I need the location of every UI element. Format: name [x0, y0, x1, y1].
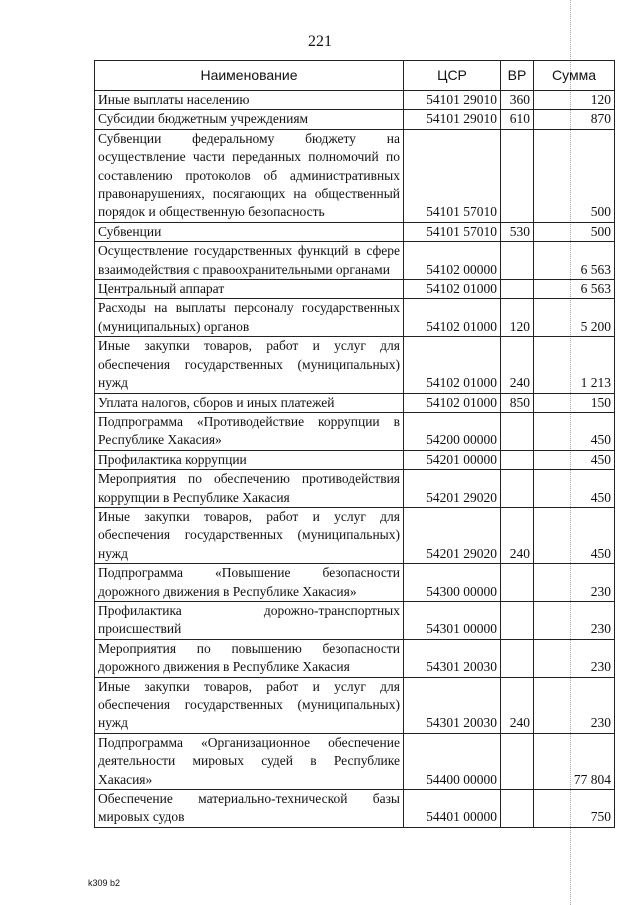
cell-csr: 54301 20030 [404, 639, 501, 677]
cell-csr: 54101 29010 [404, 91, 501, 110]
cell-vr: 240 [501, 507, 534, 563]
cell-vr: 240 [501, 337, 534, 393]
cell-sum: 5 200 [534, 299, 615, 337]
cell-vr: 530 [501, 222, 534, 241]
cell-name: Иные закупки товаров, работ и услуг для обеспечения государственных (муниципальных) нужд [95, 507, 404, 563]
cell-vr [501, 470, 534, 508]
cell-sum: 230 [534, 639, 615, 677]
table-row [95, 412, 615, 450]
table-row [95, 450, 615, 469]
cell-sum: 230 [534, 677, 615, 733]
cell-name: Мероприятия по повышению безопасности дорожного движения в Республике Хакасия [95, 639, 404, 677]
cell-sum: 6 563 [534, 280, 615, 299]
table-row [95, 507, 615, 563]
cell-name: Субвенции федеральному бюджету на осуществление части переданных полномочий по составлению протоколов об административных правонарушениях, посягающих на общественный порядок и общественную безопасность [95, 129, 404, 222]
cell-csr: 54101 57010 [404, 222, 501, 241]
cell-sum: 150 [534, 393, 615, 412]
cell-vr [501, 733, 534, 789]
cell-csr: 54102 00000 [404, 242, 501, 280]
table-row [95, 790, 615, 828]
cell-vr [501, 412, 534, 450]
cell-name: Подпрограмма «Повышение безопасности дорожного движения в Республике Хакасия» [95, 564, 404, 602]
cell-csr: 54201 29020 [404, 470, 501, 508]
cell-csr: 54101 57010 [404, 129, 501, 222]
page-number: 221 [308, 33, 332, 50]
table-row [95, 733, 615, 789]
cell-name: Осуществление государственных функций в сфере взаимодействия с правоохранительными органами [95, 242, 404, 280]
table-row [95, 639, 615, 677]
table-row [95, 129, 615, 222]
cell-sum: 500 [534, 222, 615, 241]
cell-name: Субсидии бюджетным учреждениям [95, 110, 404, 129]
cell-sum: 750 [534, 790, 615, 828]
cell-vr [501, 129, 534, 222]
cell-name: Иные закупки товаров, работ и услуг для обеспечения государственных (муниципальных) нужд [95, 337, 404, 393]
cell-csr: 54301 20030 [404, 677, 501, 733]
table-row [95, 280, 615, 299]
cell-name: Субвенции [95, 222, 404, 241]
table-row [95, 337, 615, 393]
cell-vr: 850 [501, 393, 534, 412]
cell-vr [501, 601, 534, 639]
table-row [95, 564, 615, 602]
cell-csr: 54401 00000 [404, 790, 501, 828]
header-name: Наименование [95, 61, 404, 91]
cell-csr: 54102 01000 [404, 280, 501, 299]
cell-sum: 450 [534, 507, 615, 563]
table-row [95, 601, 615, 639]
cell-sum: 230 [534, 601, 615, 639]
cell-sum: 450 [534, 470, 615, 508]
cell-vr [501, 280, 534, 299]
cell-name: Уплата налогов, сборов и иных платежей [95, 393, 404, 412]
header-vr: ВР [501, 61, 534, 91]
table-header-row [95, 61, 615, 91]
cell-vr: 610 [501, 110, 534, 129]
cell-vr [501, 242, 534, 280]
cell-name: Подпрограмма «Организационное обеспечение деятельности мировых судей в Республике Хакасия» [95, 733, 404, 789]
cell-vr [501, 790, 534, 828]
table-row [95, 222, 615, 241]
cell-vr [501, 564, 534, 602]
cell-csr: 54200 00000 [404, 412, 501, 450]
table-row [95, 242, 615, 280]
cell-sum: 1 213 [534, 337, 615, 393]
cell-sum: 500 [534, 129, 615, 222]
cell-vr: 360 [501, 91, 534, 110]
cell-name: Профилактика коррупции [95, 450, 404, 469]
cell-sum: 120 [534, 91, 615, 110]
cell-csr: 54102 01000 [404, 299, 501, 337]
cell-sum: 230 [534, 564, 615, 602]
cell-csr: 54201 00000 [404, 450, 501, 469]
table-row [95, 393, 615, 412]
cell-name: Мероприятия по обеспечению противодействия коррупции в Республике Хакасия [95, 470, 404, 508]
cell-csr: 54201 29020 [404, 507, 501, 563]
cell-vr [501, 450, 534, 469]
footer-code: k309 b2 [88, 878, 121, 888]
table-row [95, 677, 615, 733]
cell-sum: 450 [534, 450, 615, 469]
cell-csr: 54102 01000 [404, 337, 501, 393]
table-row [95, 470, 615, 508]
cell-vr [501, 639, 534, 677]
table-row [95, 110, 615, 129]
cell-csr: 54101 29010 [404, 110, 501, 129]
cell-sum: 870 [534, 110, 615, 129]
cell-name: Иные закупки товаров, работ и услуг для обеспечения государственных (муниципальных) нужд [95, 677, 404, 733]
cell-csr: 54301 00000 [404, 601, 501, 639]
cell-name: Подпрограмма «Противодействие коррупции в Республике Хакасия» [95, 412, 404, 450]
cell-name: Профилактика дорожно-транспортных происшествий [95, 601, 404, 639]
cell-vr: 120 [501, 299, 534, 337]
header-csr: ЦСР [404, 61, 501, 91]
cell-name: Расходы на выплаты персоналу государственных (муниципальных) органов [95, 299, 404, 337]
cell-vr: 240 [501, 677, 534, 733]
cell-csr: 54400 00000 [404, 733, 501, 789]
header-sum: Сумма [534, 61, 615, 91]
cell-name: Центральный аппарат [95, 280, 404, 299]
cell-sum: 450 [534, 412, 615, 450]
table-row [95, 91, 615, 110]
cell-sum: 77 804 [534, 733, 615, 789]
cell-csr: 54102 01000 [404, 393, 501, 412]
cell-name: Иные выплаты населению [95, 91, 404, 110]
cell-name: Обеспечение материально-технической базы мировых судов [95, 790, 404, 828]
table-row [95, 299, 615, 337]
cell-sum: 6 563 [534, 242, 615, 280]
cell-csr: 54300 00000 [404, 564, 501, 602]
budget-table [94, 60, 615, 828]
